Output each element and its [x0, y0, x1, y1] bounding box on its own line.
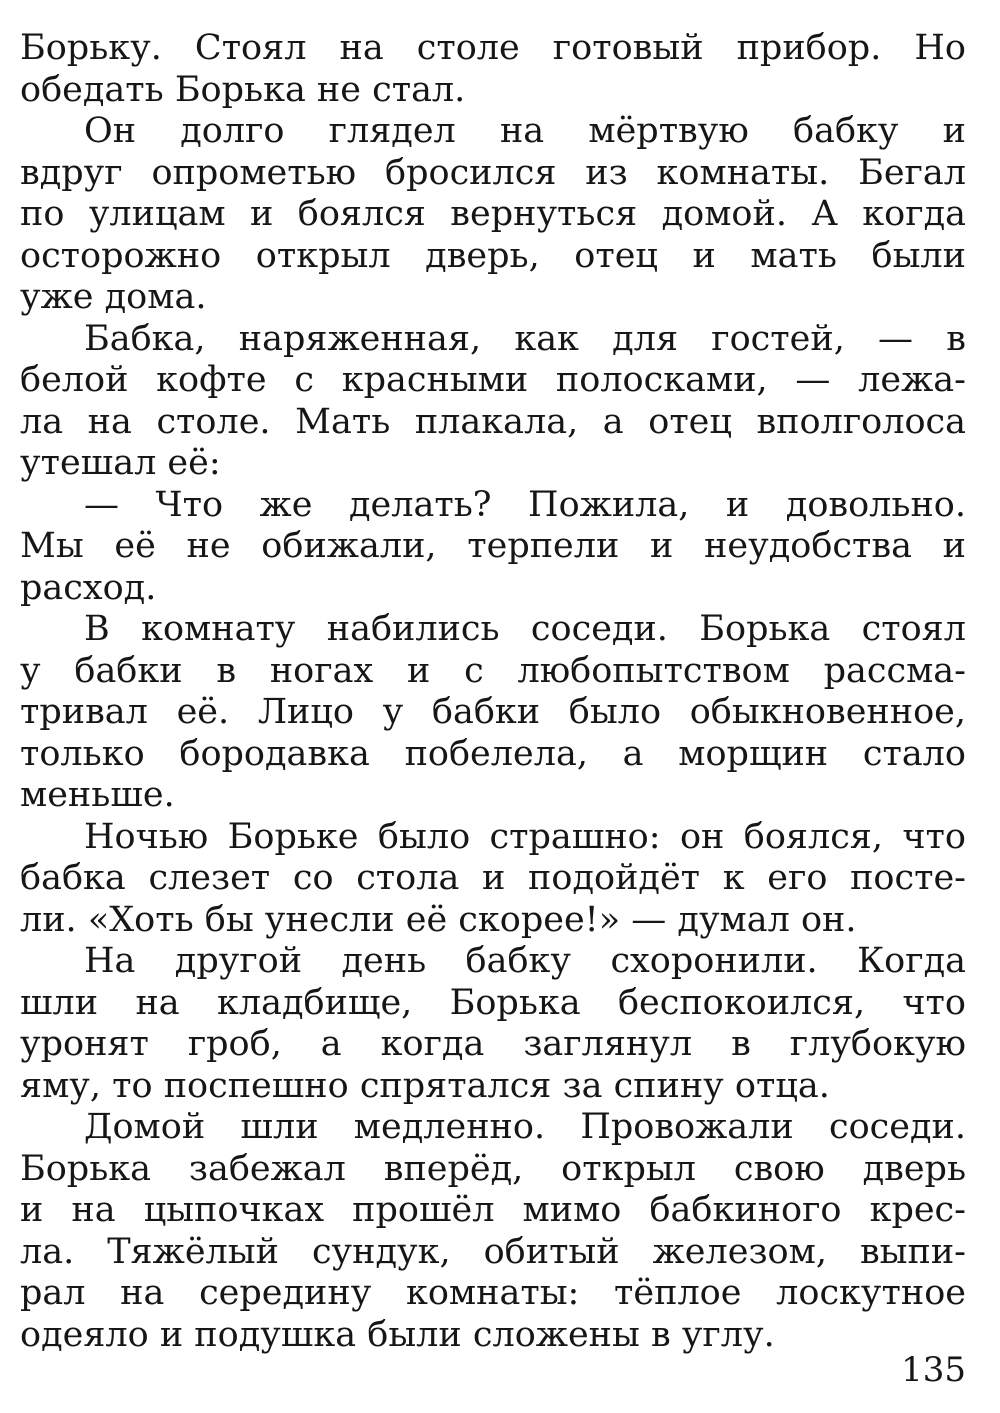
text-line: по улицам и боялся вернуться домой. А когда — [20, 194, 966, 234]
paragraph — [20, 609, 966, 817]
paragraph — [20, 28, 966, 111]
text-line: только бородавка побелела, а морщин стало — [20, 733, 966, 774]
text-line: ла на столе. Мать плакала, а отец вполголоса — [20, 401, 966, 442]
text-line: Ночью Борьке было страшно: он боялся, что — [84, 816, 966, 857]
text-line: и на цыпочках прошёл мимо бабкиного крес- — [20, 1190, 966, 1230]
text-line: Домой шли медленно. Провожали соседи. — [84, 1107, 966, 1147]
text-line: Борька забежал вперёд, открыл свою дверь — [20, 1148, 966, 1189]
paragraph — [20, 1107, 966, 1356]
text-line: ла. Тяжёлый сундук, обитый железом, выпи- — [20, 1231, 966, 1272]
text-line: вдруг опрометью бросился из комнаты. Бегал — [20, 152, 966, 193]
text-line: уже дома. — [20, 277, 207, 317]
text-line: тривал её. Лицо у бабки было обыкновенное, — [20, 692, 966, 732]
text-line: В комнату набились соседи. Борька стоял — [84, 609, 966, 649]
text-line: рал на середину комнаты: тёплое лоскутное — [20, 1273, 966, 1313]
paragraph — [20, 485, 966, 610]
text-line: Борьку. Стоял на столе готовый прибор. Но — [20, 28, 966, 68]
page-body — [20, 28, 966, 1356]
paragraph — [20, 111, 966, 319]
page-number: 135 — [901, 1350, 966, 1390]
text-line: Бабка, наряженная, как для гостей, — в — [84, 318, 966, 359]
text-line: осторожно открыл дверь, отец и мать были — [20, 235, 966, 276]
text-line: у бабки в ногах и с любопытством рассма- — [20, 650, 966, 691]
text-line: бабка слезет со стола и подойдёт к его посте- — [20, 858, 966, 898]
paragraph — [20, 941, 966, 1107]
text-line: Он долго глядел на мёртвую бабку и — [84, 111, 966, 151]
text-line: уронят гроб, а когда заглянул в глубокую — [20, 1024, 966, 1064]
text-line: На другой день бабку схоронили. Когда — [84, 941, 966, 981]
text-line: белой кофте с красными полосками, — лежа- — [20, 360, 966, 400]
text-line: ли. «Хоть бы унесли её скорее!» — думал он. — [20, 899, 857, 940]
text-line: — Что же делать? Пожила, и довольно. — [84, 484, 966, 525]
paragraph — [20, 817, 966, 942]
text-line: расход. — [20, 567, 157, 608]
text-line: одеяло и подушка были сложены в углу. — [20, 1314, 775, 1355]
text-line: меньше. — [20, 775, 175, 815]
text-line: шли на кладбище, Борька беспокоился, что — [20, 982, 966, 1023]
text-line: утешал её: — [20, 443, 221, 483]
text-line: Мы её не обижали, терпели и неудобства и — [20, 526, 966, 566]
paragraph — [20, 319, 966, 485]
text-line: обедать Борька не стал. — [20, 69, 466, 110]
text-line: яму, то поспешно спрятался за спину отца. — [20, 1065, 830, 1106]
